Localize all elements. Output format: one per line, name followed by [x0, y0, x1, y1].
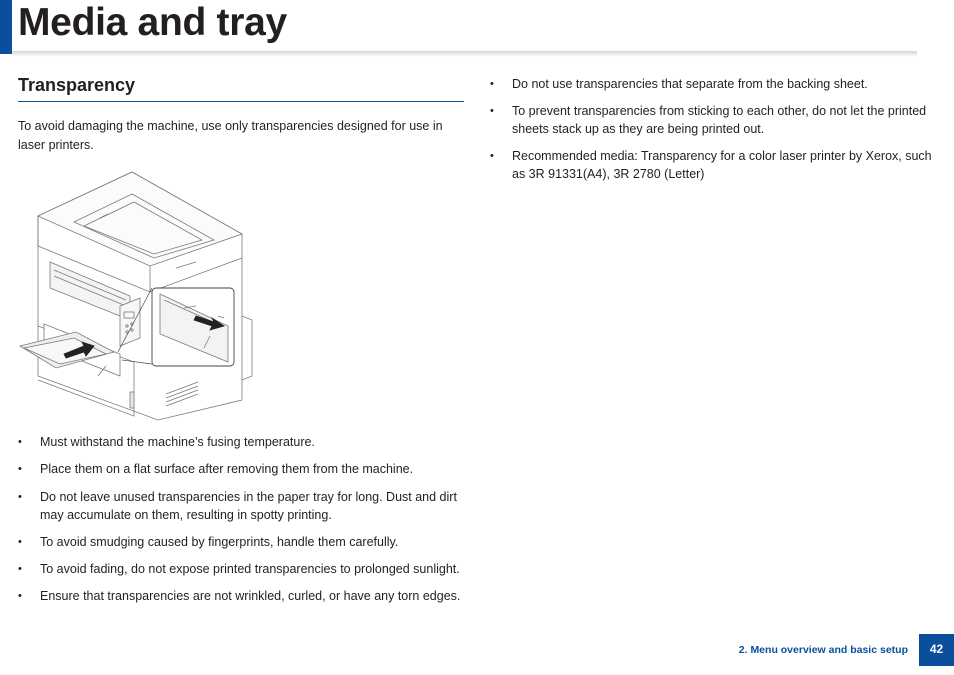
bullet-icon: • [18, 436, 22, 448]
page-number-badge: 42 [919, 634, 954, 666]
list-item [18, 433, 468, 451]
bullet-icon: • [490, 105, 494, 117]
header-accent-bar [0, 0, 12, 54]
printer-manual-tray-illustration [14, 166, 258, 428]
list-item-text: Must withstand the machine’s fusing temperature. [40, 435, 315, 449]
list-item-text: Place them on a flat surface after removing them from the machine. [40, 462, 414, 477]
section-divider [18, 101, 464, 102]
intro-paragraph: To avoid damaging the machine, use only transparencies designed for use in laser printers. [18, 119, 443, 152]
bullet-icon: • [490, 78, 494, 90]
list-item [490, 102, 940, 138]
list-item-text: Do not leave unused transparencies in the paper tray for long. Dust and dirt may accumulate on them, resulting in spotty printing. [40, 489, 457, 522]
bullet-icon: • [18, 490, 22, 503]
bullet-icon: • [18, 563, 22, 576]
list-item-text: To avoid fading, do not expose printed transparencies to prolonged sunlight. [40, 562, 460, 577]
list-item [490, 75, 940, 93]
list-item [18, 560, 468, 578]
right-bullet-list [490, 75, 940, 192]
list-item-text: To avoid smudging caused by fingerprints, handle them carefully. [40, 534, 399, 549]
bullet-icon: • [18, 463, 22, 476]
list-item-text: Recommended media: Transparency for a color laser printer by Xerox, such as 3R 91331(A4), 3R 2780 (Letter) [512, 149, 932, 181]
bullet-icon: • [490, 150, 494, 162]
page-title: Media and tray [18, 1, 287, 44]
footer-chapter-link[interactable]: 2. Menu overview and basic setup [738, 644, 908, 656]
left-bullet-list [18, 433, 468, 615]
list-item [18, 488, 468, 524]
bullet-icon: • [18, 535, 22, 548]
list-item-text: Ensure that transparencies are not wrinkled, curled, or have any torn edges. [40, 589, 461, 604]
title-divider [12, 51, 917, 57]
section-heading: Transparency [18, 75, 136, 95]
list-item [490, 147, 940, 183]
list-item [18, 460, 468, 478]
list-item-text: To prevent transparencies from sticking to each other, do not let the printed sheets stack up as they are being printed out. [512, 104, 927, 136]
list-item-text: Do not use transparencies that separate from the backing sheet. [512, 77, 868, 91]
list-item [18, 533, 468, 551]
bullet-icon: • [18, 590, 22, 603]
list-item [18, 587, 468, 605]
